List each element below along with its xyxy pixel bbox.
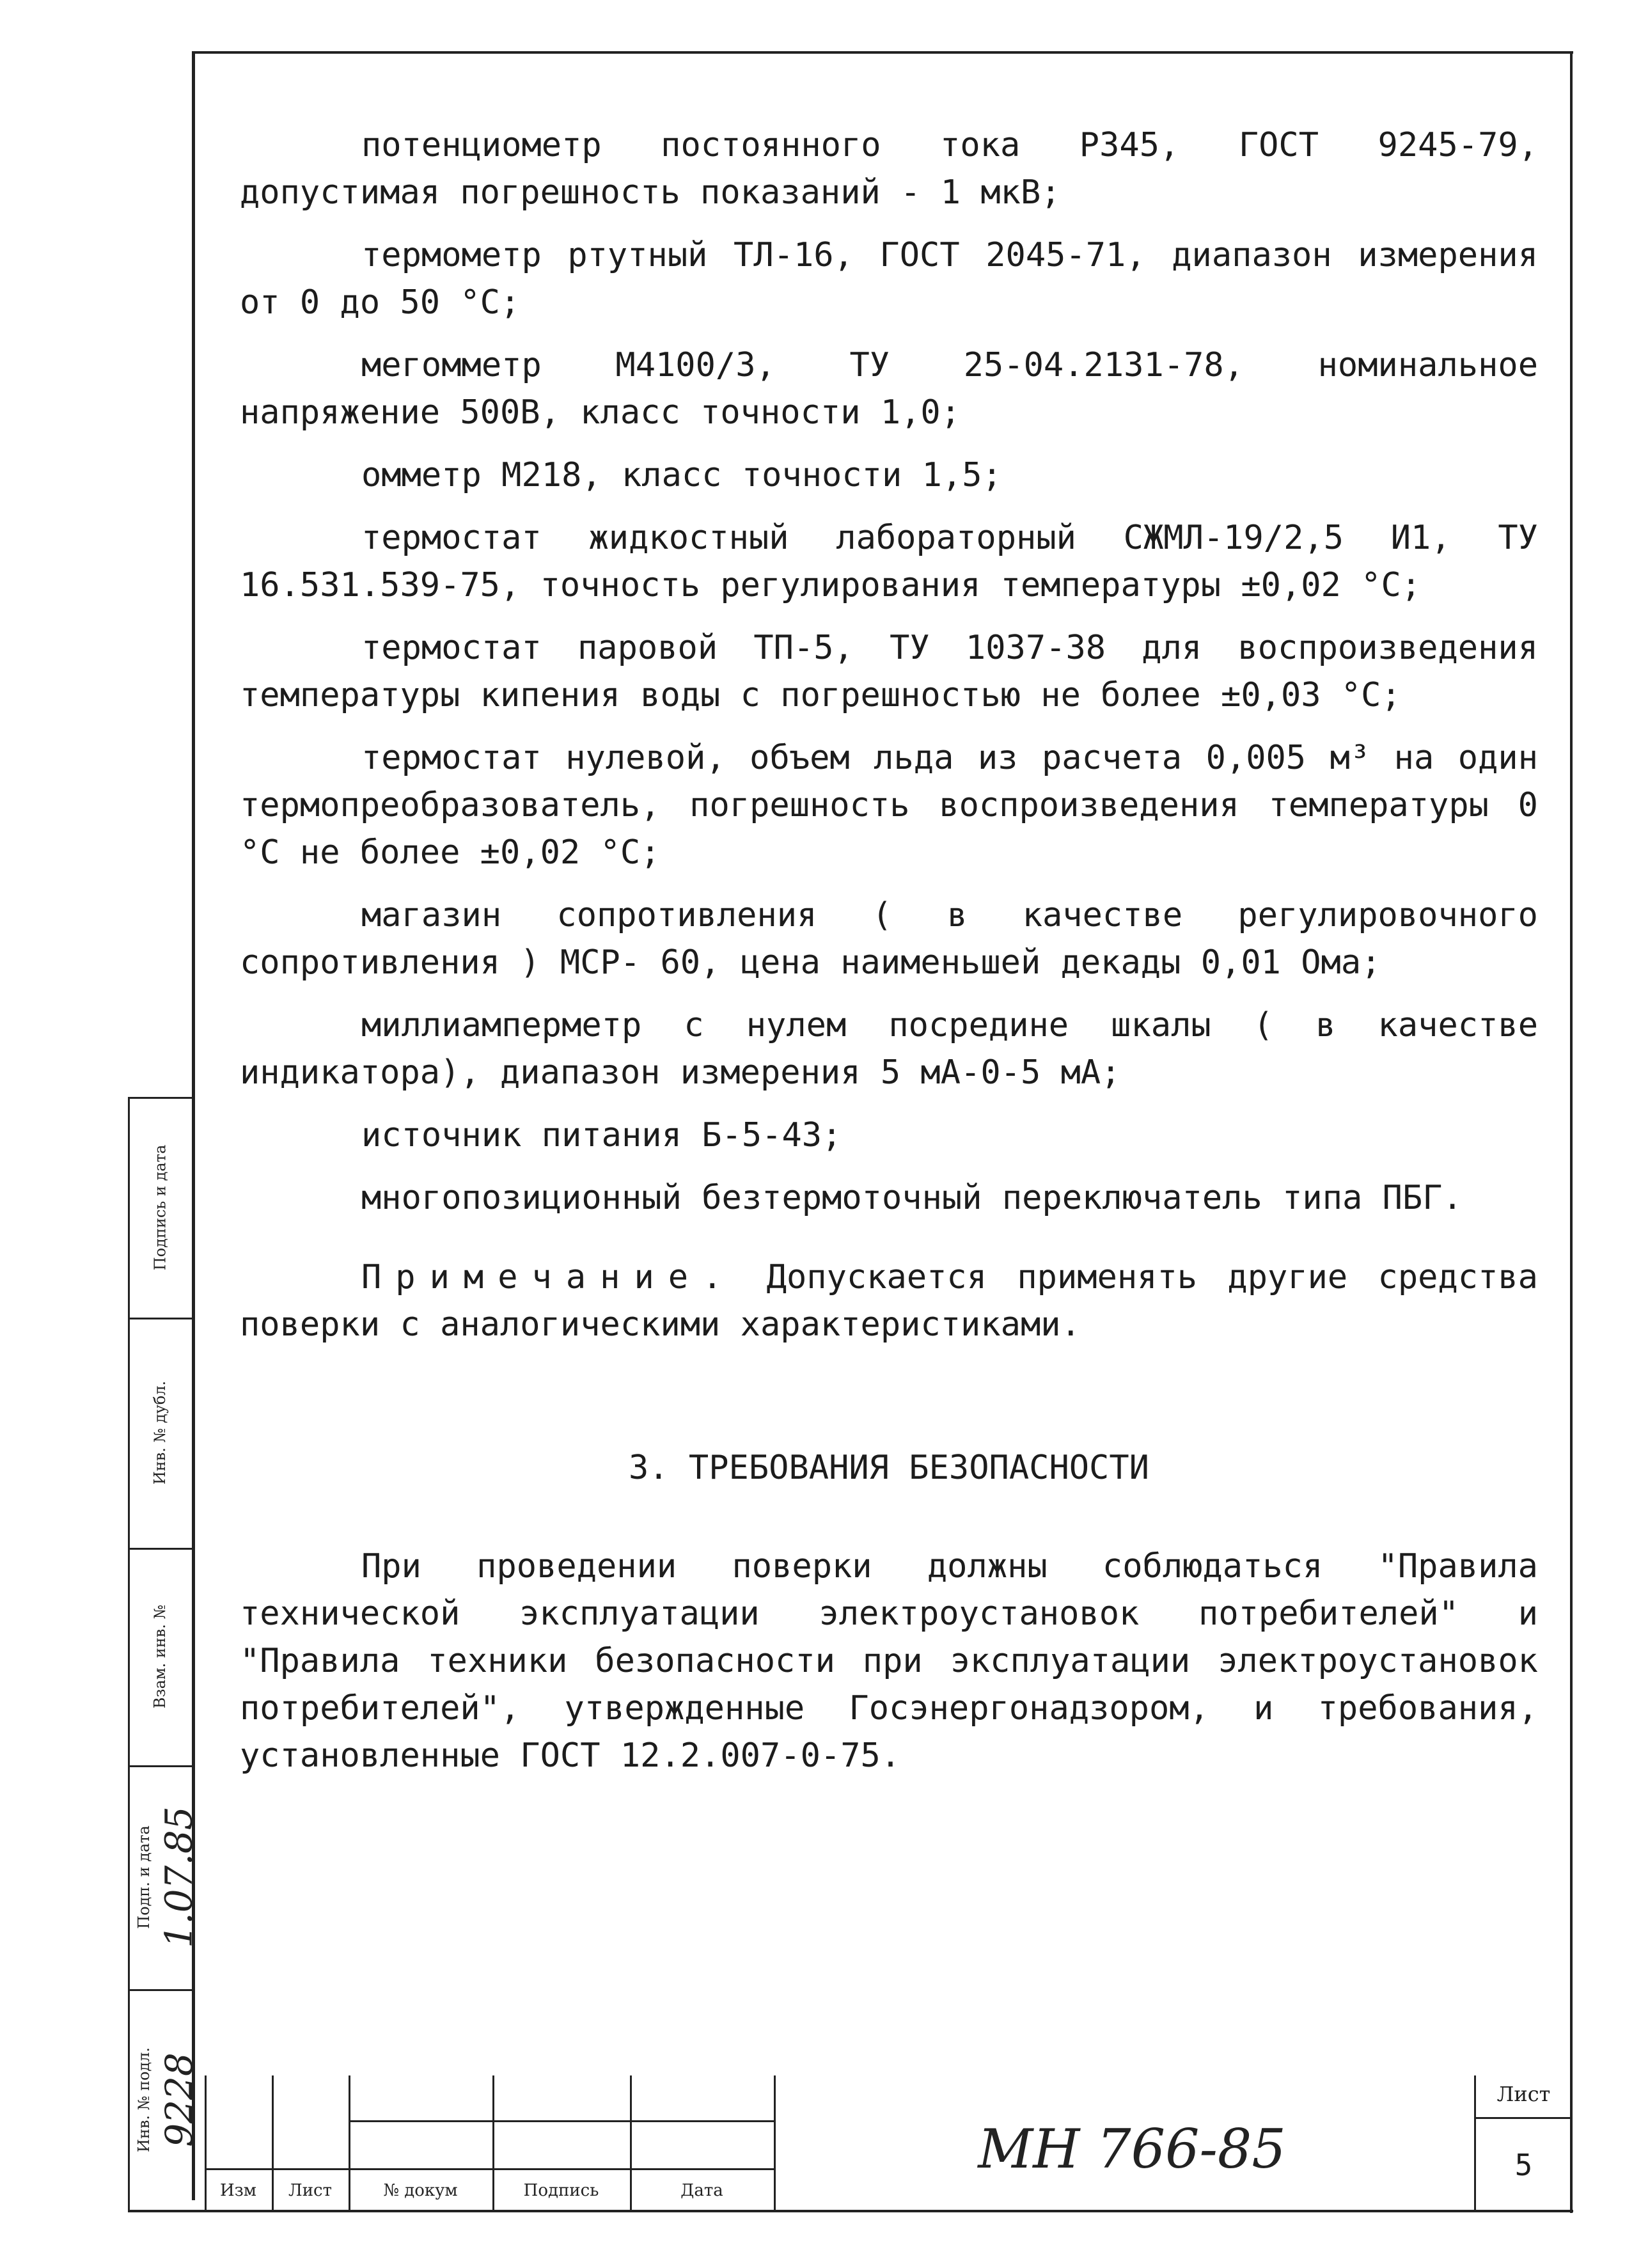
title-block-row-line bbox=[1474, 2117, 1570, 2119]
note-label: Примечание. bbox=[361, 1258, 737, 1296]
title-block-label-sheet: Лист bbox=[288, 2181, 332, 2200]
title-block-label-signature: Подпись bbox=[523, 2181, 599, 2200]
frame-bottom-border bbox=[128, 2210, 1573, 2212]
document-body bbox=[240, 122, 1538, 1795]
list-item: магазин сопротивления ( в качестве регулировочного сопротивления ) МСР- 60, цена наименьшей декады 0,01 Ома; bbox=[240, 896, 1538, 982]
title-block-label-date: Дата bbox=[680, 2181, 723, 2200]
list-item: термостат паровой ТП-5, ТУ 1037-38 для воспроизведения температуры кипения воды с погрешностью не более ±0,03 °С; bbox=[240, 629, 1538, 714]
handwritten-signature-date: 1.07.85 bbox=[157, 1806, 201, 1948]
note-text: Допускается применять другие средства поверки с аналогическими характеристиками. bbox=[240, 1258, 1538, 1344]
handwritten-inventory-number: 9228 bbox=[157, 2052, 201, 2147]
list-item: многопозиционный безтермоточный переключатель типа ПБГ. bbox=[361, 1179, 1463, 1217]
margin-label-sign-date: Подп. и дата bbox=[135, 1825, 153, 1929]
list-item: омметр М218, класс точности 1,5; bbox=[361, 456, 1002, 494]
list-item: термостат жидкостный лабораторный СЖМЛ-19/2,5 И1, ТУ 16.531.539-75, точность регулирования температуры ±0,02 °С; bbox=[240, 519, 1538, 604]
list-item: термометр ртутный ТЛ-16, ГОСТ 2045-71, диапазон измерения от 0 до 50 °С; bbox=[240, 236, 1538, 322]
list-item: источник питания Б-5-43; bbox=[361, 1116, 842, 1154]
list-item: миллиамперметр с нулем посредине шкалы ( в качестве индикатора), диапазон измерения 5 мА-0-5 мА; bbox=[240, 1006, 1538, 1092]
margin-label-signature-date: Подпись и дата bbox=[151, 1144, 169, 1270]
list-item: термостат нулевой, объем льда из расчета 0,005 м³ на один термопреобразователь, погрешность воспроизведения температуры 0 °С не более ±0,02 °С; bbox=[240, 739, 1538, 872]
title-block-label-change: Изм bbox=[219, 2181, 257, 2200]
title-block-row-line bbox=[205, 2168, 774, 2170]
margin-label-original-inv: Инв. № подл. bbox=[135, 2047, 153, 2152]
frame-right-border bbox=[1570, 51, 1573, 2213]
margin-label-duplicate-inv: Инв. № дубл. bbox=[151, 1380, 169, 1485]
section-heading: 3. ТРЕБОВАНИЯ БЕЗОПАСНОСТИ bbox=[629, 1449, 1149, 1487]
list-item: потенциометр постоянного тока Р345, ГОСТ 9245-79, допустимая погрешность показаний - 1 мкВ; bbox=[240, 126, 1538, 212]
title-block-divider bbox=[774, 2075, 776, 2210]
title-block-label-doc-number: № докум bbox=[383, 2181, 458, 2200]
list-item: мегомметр М4100/3, ТУ 25-04.2131-78, номинальное напряжение 500В, класс точности 1,0; bbox=[240, 346, 1538, 432]
title-block-divider bbox=[1474, 2075, 1476, 2210]
note-paragraph bbox=[240, 1254, 1538, 1348]
sheet-label: Лист bbox=[1496, 2082, 1551, 2106]
margin-label-replacement-inv: Взам. инв. № bbox=[151, 1604, 169, 1709]
section-text: При проведении поверки должны соблюдаться "Правила технической эксплуатации электроустановок потребителей" и "Правила техники безопасности при эксплуатации электроустановок потребителей", утвержденные Госэнергонадзором, и требования, установленные ГОСТ 12.2.007-0-75. bbox=[240, 1547, 1538, 1775]
sheet-number: 5 bbox=[1514, 2148, 1533, 2182]
title-block-row-line bbox=[349, 2120, 774, 2122]
document-code: МН 766-85 bbox=[978, 2118, 1286, 2180]
frame-top-border bbox=[192, 51, 1573, 54]
